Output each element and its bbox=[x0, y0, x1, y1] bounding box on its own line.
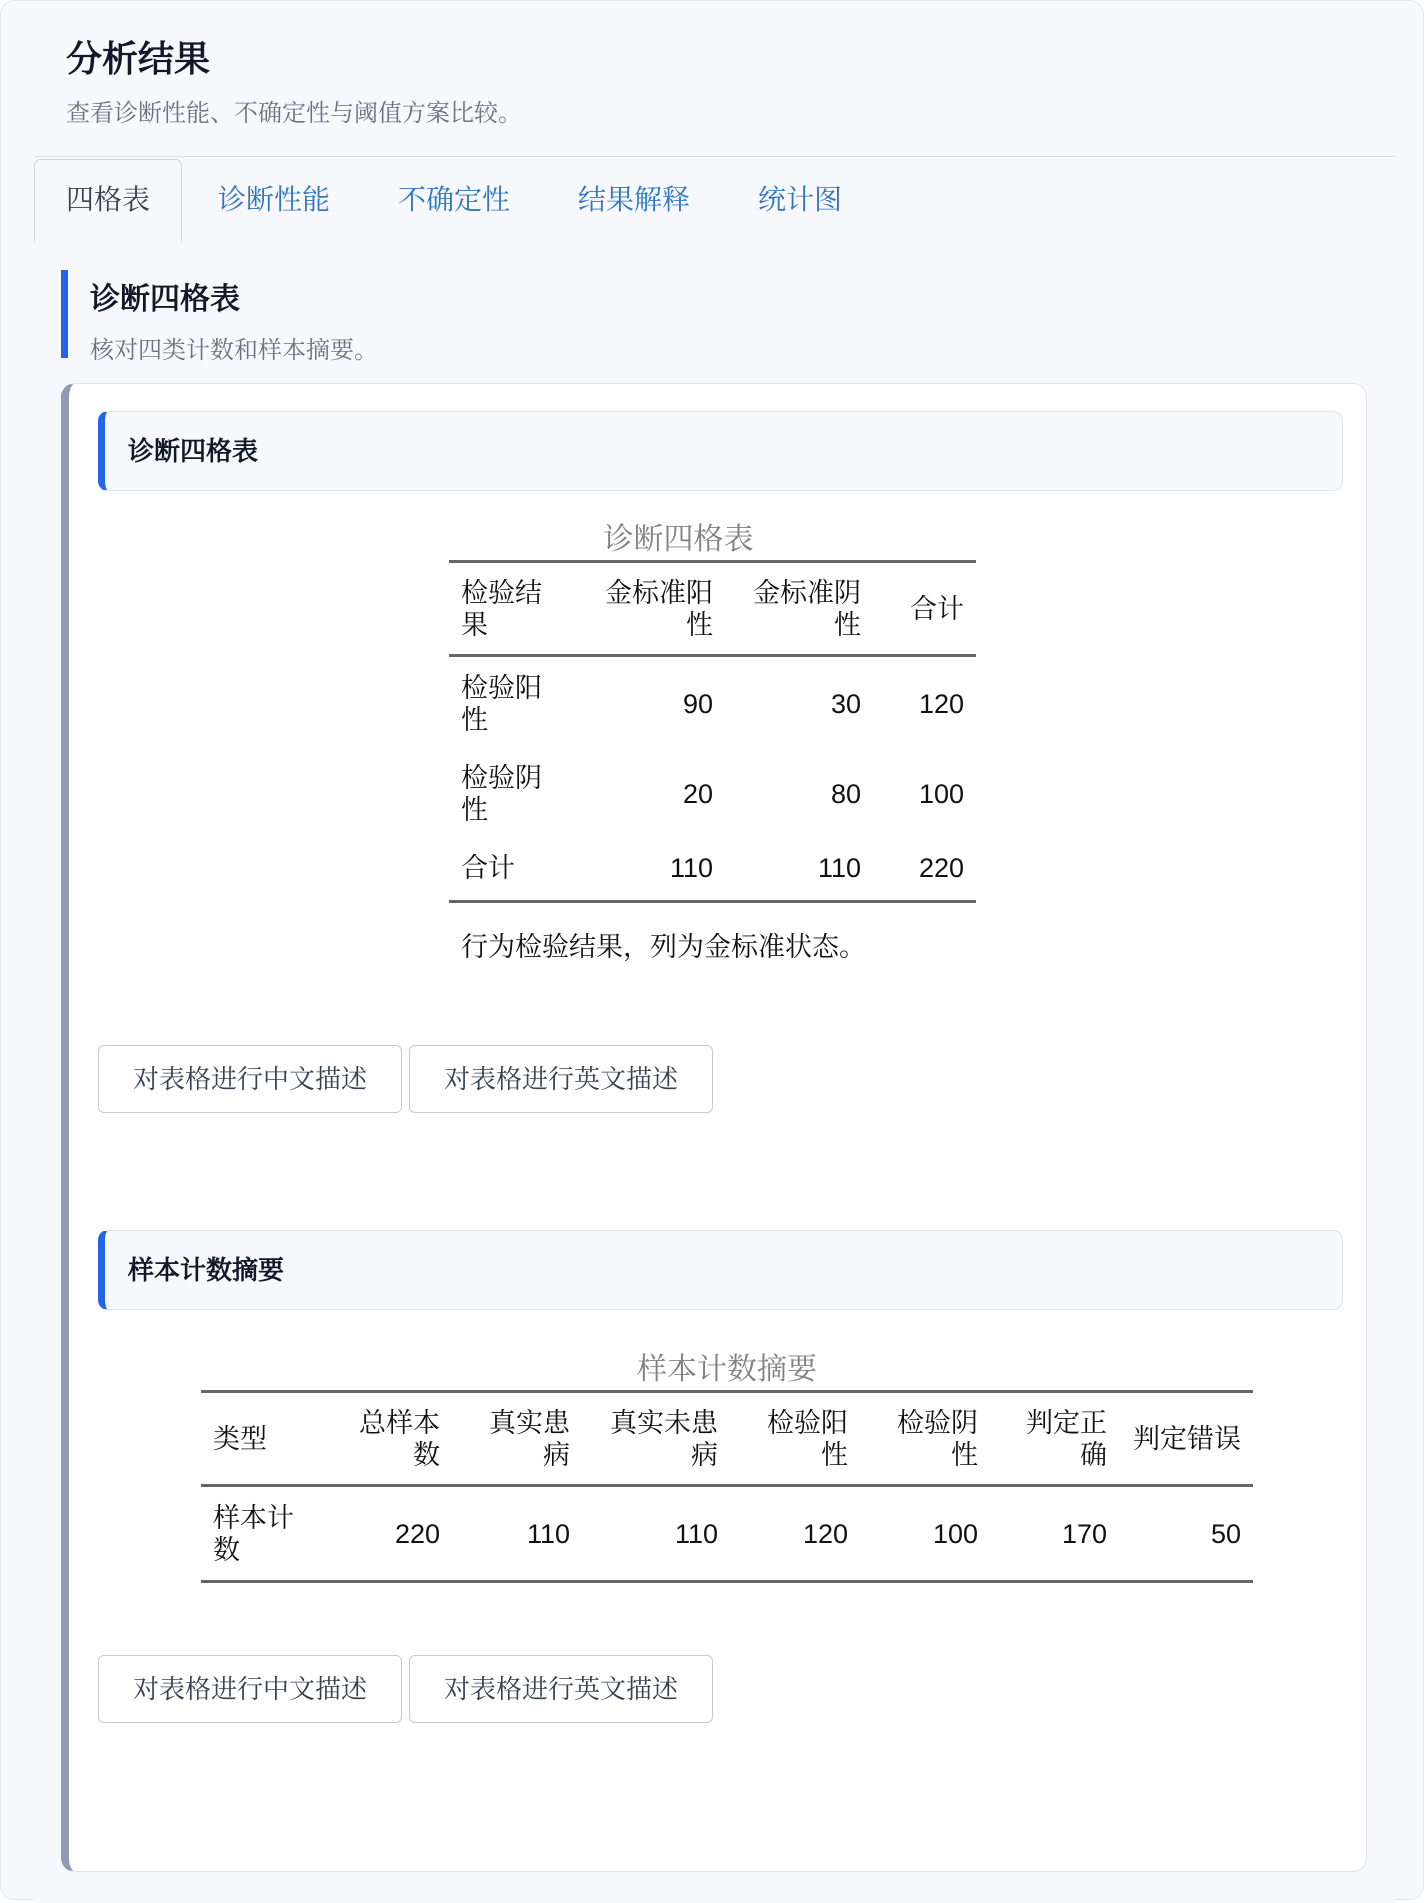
panel-header-contingency bbox=[98, 411, 1343, 491]
column-header: 检验阴性 bbox=[897, 1407, 978, 1470]
page-subtitle: 查看诊断性能、不确定性与阈值方案比较。 bbox=[66, 100, 522, 127]
tab-content bbox=[34, 242, 1395, 1903]
column-header: 判定正确 bbox=[1026, 1407, 1107, 1470]
table-note: 行为检验结果，列为金标准状态。 bbox=[461, 932, 866, 962]
describe-english-button[interactable]: 对表格进行英文描述 bbox=[409, 1655, 713, 1723]
contingency-table bbox=[449, 560, 976, 903]
describe-chinese-button[interactable]: 对表格进行中文描述 bbox=[98, 1655, 402, 1723]
tab-uncertainty[interactable]: 不确定性 bbox=[398, 184, 511, 215]
table-cell: 110 bbox=[669, 852, 713, 883]
table-header-row bbox=[201, 1392, 1253, 1486]
table-cell: 20 bbox=[682, 778, 713, 809]
table-cell: 220 bbox=[394, 1518, 440, 1549]
table-cell: 合计 bbox=[461, 852, 515, 883]
tab-charts[interactable]: 统计图 bbox=[758, 184, 843, 215]
table-row bbox=[449, 656, 976, 752]
panel-title: 样本计数摘要 bbox=[128, 1255, 285, 1285]
column-header: 真实未患病 bbox=[610, 1407, 718, 1470]
tab-bar bbox=[34, 156, 1395, 243]
table-caption: 样本计数摘要 bbox=[637, 1353, 817, 1386]
table-header-row bbox=[449, 562, 976, 656]
tab-interpretation[interactable]: 结果解释 bbox=[578, 184, 691, 215]
table-cell: 110 bbox=[817, 852, 861, 883]
table-cell: 检验阴性 bbox=[461, 762, 542, 825]
table-cell: 110 bbox=[674, 1518, 718, 1549]
column-header: 合计 bbox=[910, 593, 964, 624]
sample-summary-table bbox=[201, 1390, 1253, 1583]
section-title: 诊断四格表 bbox=[90, 283, 240, 316]
column-header: 金标准阴性 bbox=[753, 577, 861, 640]
column-header: 检验结果 bbox=[461, 577, 542, 640]
column-header: 总样本数 bbox=[359, 1407, 440, 1470]
table-cell: 检验阳性 bbox=[461, 673, 542, 736]
tab-contingency-table[interactable]: 四格表 bbox=[34, 159, 182, 242]
column-header: 检验阳性 bbox=[767, 1407, 848, 1470]
table-cell: 120 bbox=[802, 1518, 848, 1549]
table-cell: 220 bbox=[918, 852, 964, 883]
table-cell: 100 bbox=[918, 778, 964, 809]
table-cell: 80 bbox=[830, 778, 861, 809]
tab-diagnostic-performance[interactable]: 诊断性能 bbox=[218, 184, 331, 215]
table-caption: 诊断四格表 bbox=[603, 523, 754, 556]
column-header: 真实患病 bbox=[489, 1407, 570, 1470]
table-row bbox=[449, 752, 976, 836]
describe-english-button[interactable]: 对表格进行英文描述 bbox=[409, 1045, 713, 1113]
table-cell: 样本计数 bbox=[213, 1502, 294, 1565]
section-header bbox=[61, 270, 378, 364]
table-row bbox=[201, 1486, 1253, 1582]
table-cell: 110 bbox=[526, 1518, 570, 1549]
describe-chinese-button[interactable]: 对表格进行中文描述 bbox=[98, 1045, 402, 1113]
table-cell: 30 bbox=[830, 689, 861, 720]
table-cell: 100 bbox=[932, 1518, 978, 1549]
column-header: 类型 bbox=[213, 1423, 267, 1454]
section-subtitle: 核对四类计数和样本摘要。 bbox=[90, 337, 378, 364]
table-cell: 120 bbox=[918, 689, 964, 720]
table-cell: 170 bbox=[1061, 1518, 1107, 1549]
table-row bbox=[449, 836, 976, 902]
table-cell: 50 bbox=[1210, 1518, 1241, 1549]
table-cell: 90 bbox=[682, 689, 713, 720]
column-header: 金标准阳性 bbox=[605, 577, 713, 640]
panel-header-summary bbox=[98, 1230, 1343, 1310]
column-header: 判定错误 bbox=[1133, 1423, 1241, 1454]
results-card bbox=[61, 383, 1367, 1872]
panel-title: 诊断四格表 bbox=[128, 436, 259, 466]
page-title: 分析结果 bbox=[66, 38, 211, 79]
